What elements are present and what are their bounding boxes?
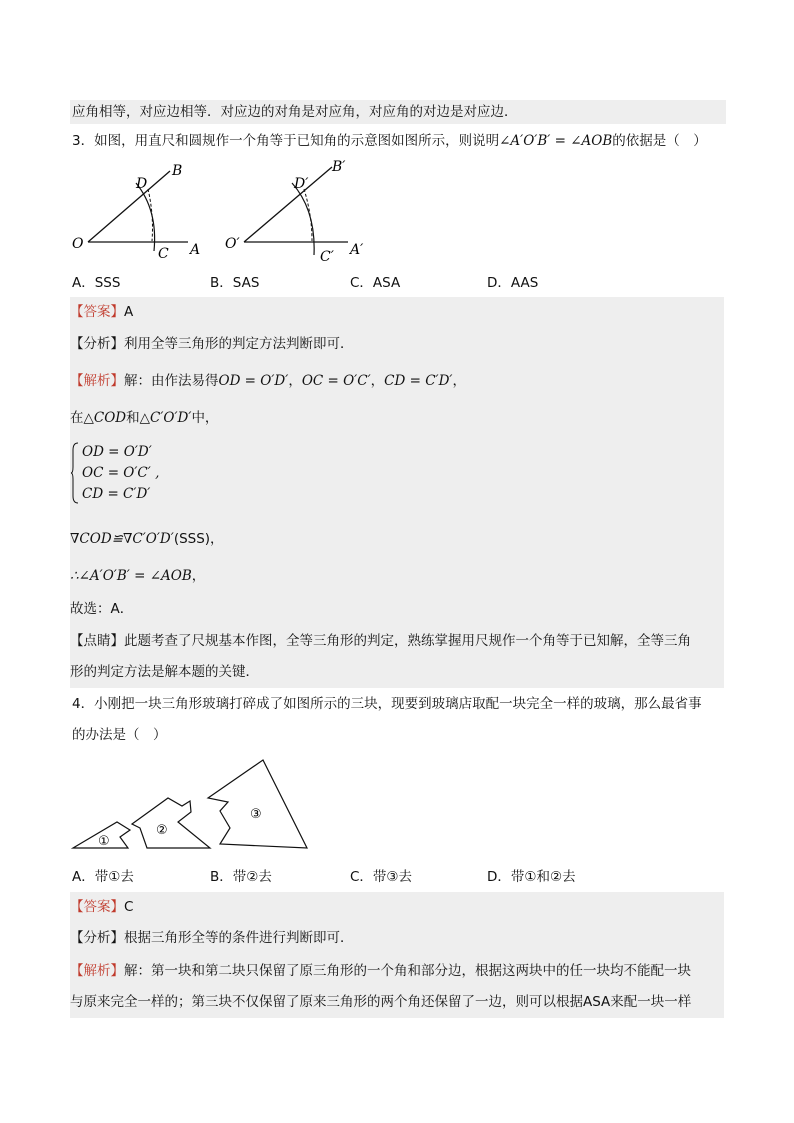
q4-stem-line1: 4．小刚把一块三角形玻璃打碎成了如图所示的三块，现要到玻璃店取配一块完全一样的玻璃，那么最省事: [72, 696, 702, 712]
label-b-prime: B′: [332, 159, 346, 175]
piece-3: [208, 760, 307, 848]
piece-1-label: ①: [98, 834, 110, 849]
label-b: B: [172, 163, 183, 179]
label-c: C: [158, 246, 169, 262]
q3-solution-line1: 【解析】解：由作法易得OD = O′D′，OC = O′C′，CD = C′D′，: [70, 373, 466, 389]
q3-stem: 3．如图，用直尺和圆规作一个角等于已知角的示意图如图所示，则说明∠A′O′B′ = ∠AOB的依据是（ ）: [72, 133, 707, 149]
piece-2-label: ②: [156, 823, 168, 838]
label-o: O: [72, 236, 84, 252]
q4-option-c: C．带③去: [350, 869, 413, 885]
label-a-prime: A′: [350, 242, 364, 258]
q3-choose: 故选：A．: [70, 601, 134, 617]
q4-analysis: 【分析】根据三角形全等的条件进行判断即可．: [70, 930, 354, 946]
label-d-prime: D′: [294, 176, 309, 192]
q3-option-c: C．ASA: [350, 275, 401, 291]
figure-angle-a1o1b1: [225, 159, 364, 265]
q3-comment-line1: 【点睛】此题考查了尺规基本作图，全等三角形的判定，熟练掌握用尺规作一个角等于已知解，全等三角: [70, 633, 691, 649]
label-o-prime: O′: [225, 236, 240, 252]
q4-solution-line1: 【解析】解：第一块和第二块只保留了原三角形的一个角和部分边，根据这两块中的任一块均不能配一块: [70, 963, 691, 979]
piece-1: [73, 822, 130, 849]
q3-solution-line2: 在△COD和△C′O′D′中，: [70, 410, 219, 426]
system-eq-2: OC = O′C′ ,: [82, 465, 160, 481]
previous-text: 应角相等，对应边相等．对应边的对角是对应角，对应角的对边是对应边．: [70, 100, 726, 124]
q3-answer: 【答案】A: [70, 304, 134, 320]
system-eq-3: CD = C′D′: [82, 486, 151, 502]
q3-therefore: ∴∠A′O′B′ = ∠AOB，: [70, 568, 206, 584]
q4-stem-line2: 的办法是（ ）: [72, 727, 167, 743]
q4-option-a: A．带①去: [72, 869, 134, 885]
q3-option-d: D．AAS: [487, 275, 539, 291]
system-eq-1: OD = O′D′: [82, 444, 152, 460]
q4-option-d: D．带①和②去: [487, 869, 576, 885]
q3-congruence: ∇COD≌∇C′O′D′(SSS)，: [70, 531, 224, 547]
figure-angle-aob: [72, 163, 200, 262]
piece-3-label: ③: [250, 807, 262, 822]
q4-solution-line2: 与原来完全一样的；第三块不仅保留了原来三角形的两个角还保留了一边，则可以根据ASA来配一块一样: [70, 994, 692, 1010]
q3-comment-line2: 形的判定方法是解本题的关键．: [70, 664, 259, 680]
label-d: D: [136, 176, 148, 192]
system-brace: [71, 442, 79, 504]
label-c-prime: C′: [320, 249, 334, 265]
label-a: A: [190, 242, 201, 258]
q4-glass-pieces: [70, 756, 320, 856]
q3-analysis: 【分析】利用全等三角形的判定方法判断即可．: [70, 336, 354, 352]
q3-option-a: A．SSS: [72, 275, 121, 291]
q4-answer: 【答案】C: [70, 899, 134, 915]
q3-option-b: B．SAS: [210, 275, 260, 291]
piece-2: [132, 798, 210, 848]
q4-option-b: B．带②去: [210, 869, 272, 885]
q3-figures: [66, 155, 386, 265]
